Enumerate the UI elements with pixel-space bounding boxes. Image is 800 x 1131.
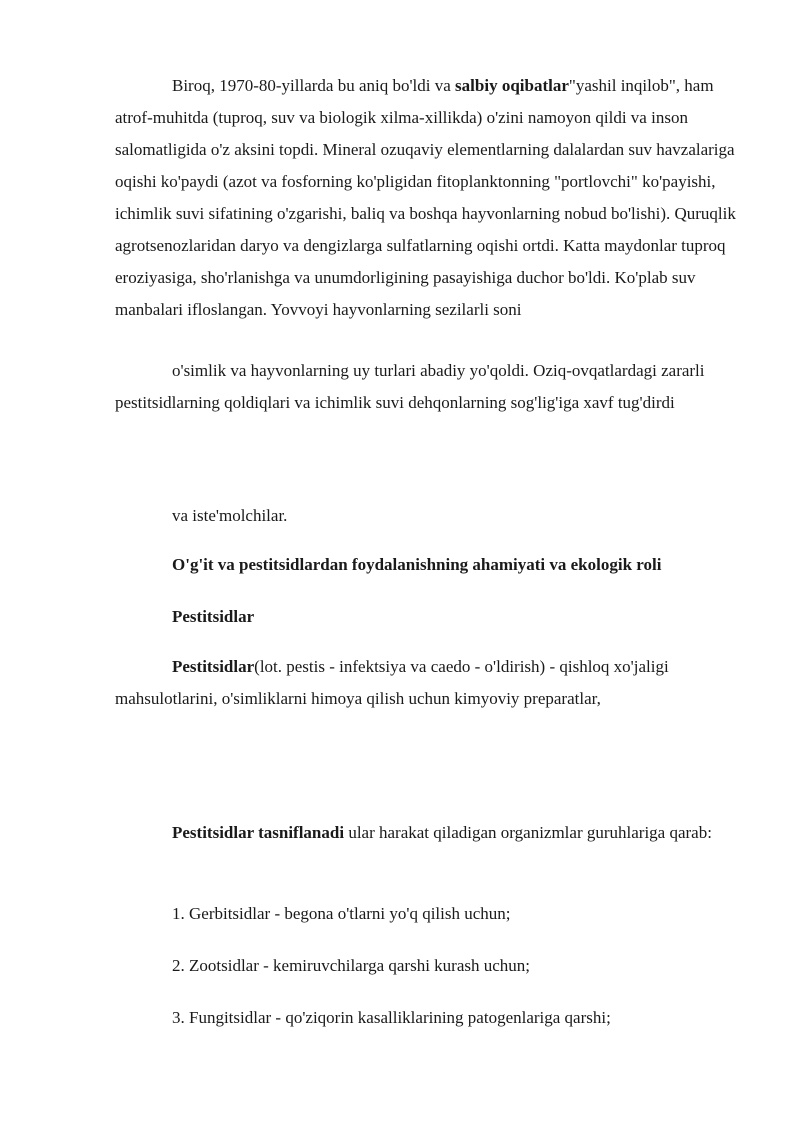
list-item: 3. Fungitsidlar - qo'ziqorin kasalliklarining patogenlariga qarshi; (172, 1008, 611, 1027)
subsection-heading (172, 601, 254, 633)
subsection-heading-text: Pestitsidlar (172, 607, 255, 626)
paragraph-intro (115, 70, 742, 326)
paragraph-classification-text: ular harakat qiladigan organizmlar guruhlariga qarab: (344, 823, 712, 842)
paragraph-consumers: va iste'molchilar. (172, 506, 288, 525)
paragraph-intro-post: "yashil inqilob", ham atrof-muhitda (tuproq, suv va biologik xilma-xillikda) o'zini namoyon qildi va inson salomatligida o'z aksini topdi. Mineral ozuqaviy elementlarning dalalardan suv havzalariga oqishi ko'paydi (azot va fosforning ko'pligidan fitoplanktonning "portlovchi" ko'payishi, ichimlik suvi sifatining o'zgarishi, baliq va boshqa hayvonlarning nobud bo'lishi). Quruqlik agrotsenozlaridan daryo va dengizlarga sulfatlarning oqishi ortdi. Katta maydonlar tuproq eroziyasiga, sho'rlanishga va unumdorligining pasayishiga duchor bo'ldi. Ko'plab suv manbalari ifloslangan. Yovvoyi hayvonlarning sezilarli soni (115, 76, 736, 319)
section-heading-text: O'g'it va pestitsidlardan foydalanishning ahamiyati va ekologik roli (172, 555, 662, 574)
paragraph-definition-bold: Pestitsidlar (172, 657, 255, 676)
paragraph-species: o'simlik va hayvonlarning uy turlari abadiy yo'qoldi. Oziq-ovqatlardagi zararli pestitsidlarning qoldiqlari va ichimlik suvi dehqonlarning sog'lig'iga xavf tug'dirdi (115, 361, 705, 412)
list-item: 2. Zootsidlar - kemiruvchilarga qarshi kurash uchun; (172, 956, 531, 975)
paragraph-intro-bold: salbiy oqibatlar (455, 76, 569, 95)
list-item: 1. Gerbitsidlar - begona o'tlarni yo'q qilish uchun; (172, 904, 511, 923)
section-heading (172, 549, 661, 581)
paragraph-classification-bold: Pestitsidlar tasniflanadi (172, 823, 345, 842)
paragraph-definition-text: (lot. pestis - infektsiya va caedo - o'ldirish) - qishloq xo'jaligi mahsulotlarini, o'simliklarni himoya qilish uchun kimyoviy preparatlar, (115, 657, 669, 708)
paragraph-classification (115, 817, 742, 849)
paragraph-definition (115, 651, 742, 715)
paragraph-intro-pre: Biroq, 1970-80-yillarda bu aniq bo'ldi va (172, 76, 456, 95)
